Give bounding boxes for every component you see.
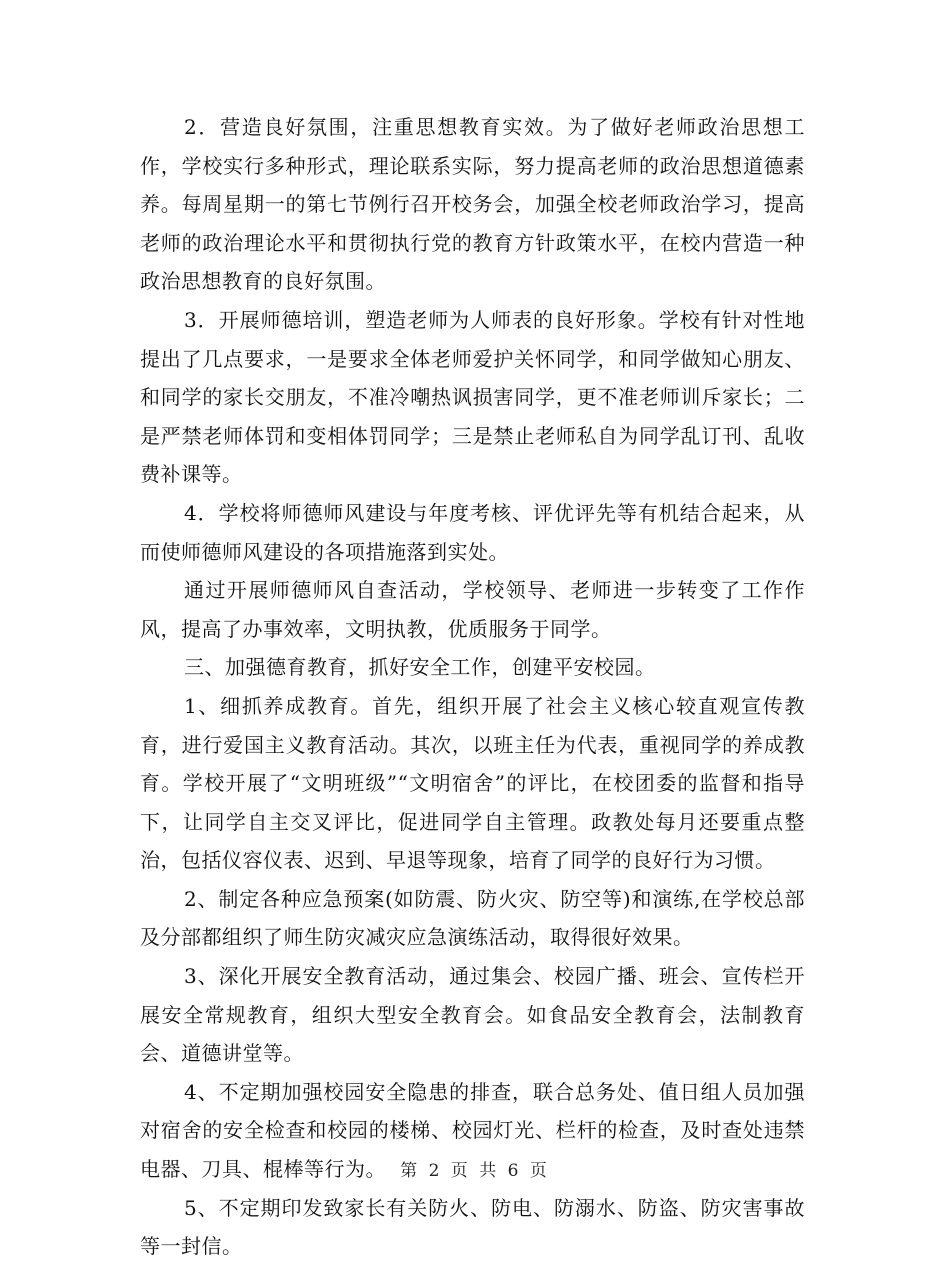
paragraph: 3．开展师德培训，塑造老师为人师表的良好形象。学校有针对性地提出了几点要求，一是要求全体老师爱护关怀同学，和同学做知心朋友、和同学的家长交朋友，不准冷嘲热讽损害同学，更不准老师训斥家长；二是严禁老师体罚和变相体罚同学；三是禁止老师私自为同学乱订刊、乱收费补课等。: [140, 307, 805, 487]
paragraph: 2、制定各种应急预案(如防震、防火灾、防空等)和演练,在学校总部及分部都组织了师生防灾减灾应急演练活动，取得很好效果。: [140, 886, 805, 950]
page-footer: 第 2 页 共 6 页: [400, 1161, 550, 1181]
document-body: [140, 108, 805, 1266]
section-heading: 三、加强德育教育，抓好安全工作，创建平安校园。: [184, 655, 656, 680]
paragraph: 通过开展师德师风自查活动，学校领导、老师进一步转变了工作作风，提高了办事效率，文明执教，优质服务于同学。: [140, 578, 805, 641]
paragraph: 4．学校将师德师风建设与年度考核、评优评先等有机结合起来，从而使师德师风建设的各项措施落到实处。: [140, 500, 805, 564]
paragraph: 3、深化开展安全教育活动，通过集会、校园广播、班会、宣传栏开展安全常规教育，组织大型安全教育会。如食品安全教育会，法制教育会、道德讲堂等。: [140, 964, 805, 1066]
paragraph: 4、不定期加强校园安全隐患的排查，联合总务处、值日组人员加强对宿舍的安全检查和校园的楼梯、校园灯光、栏杆的检查，及时查处违禁电器、刀具、棍棒等行为。: [140, 1079, 805, 1182]
paragraph: 2．营造良好氛围，注重思想教育实效。为了做好老师政治思想工作，学校实行多种形式，理论联系实际，努力提高老师的政治思想道德素养。每周星期一的第七节例行召开校务会，加强全校老师政治学习，提高老师的政治理论水平和贯彻执行党的教育方针政策水平，在校内营造一种政治思想教育的良好氛围。: [140, 115, 805, 294]
paragraph: 5、不定期印发致家长有关防火、防电、防溺水、防盗、防灾害事故等一封信。: [140, 1195, 805, 1259]
paragraph: 1、细抓养成教育。首先，组织开展了社会主义核心较直观宣传教育，进行爱国主义教育活动。其次，以班主任为代表，重视同学的养成教育。学校开展了“文明班级”“文明宿舍”的评比，在校团委的监督和指导下，让同学自主交叉评比，促进同学自主管理。政教处每月还要重点整治，包括仪容仪表、迟到、早退等现象，培育了同学的良好行为习惯。: [140, 693, 805, 873]
